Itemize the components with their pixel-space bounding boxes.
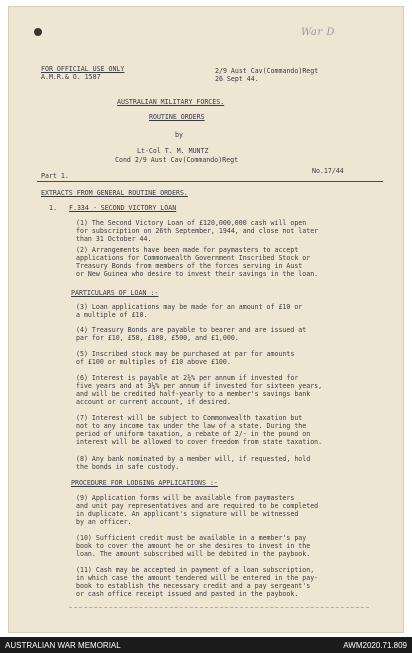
paragraph-line: (7) Interest will be subject to Commonwealth taxation but (76, 414, 303, 422)
paragraph-6 (76, 374, 376, 406)
paragraph-line: and unit pay representatives and are required to be completed (76, 502, 319, 510)
paragraph-line: for subscription on 26th September, 1944, and close not later (76, 227, 319, 235)
paragraph-line: a multiple of £10. (76, 311, 148, 319)
paragraph-line: five years and at 3¼% per annum if invested for sixteen years, (76, 382, 323, 390)
footer-institution: AUSTRALIAN WAR MEMORIAL (5, 640, 121, 650)
paragraph-line: loan. The amount subscribed will be debited in the paybook. (76, 550, 311, 558)
paragraph-10 (76, 534, 376, 558)
paragraph-line: or cash office receipt issued and pasted in the paybook. (76, 590, 299, 598)
item-number: 1. (49, 204, 57, 212)
commander-unit: Cond 2/9 Aust Cav(Commando)Regt (115, 156, 239, 164)
part-label: Part 1. (41, 172, 69, 180)
paragraph-5 (76, 350, 376, 366)
paragraph-8 (76, 455, 376, 471)
footer-accession-number: AWM2020.71.809 (343, 640, 407, 650)
paragraph-line: interest will be allowed to cover freedom from state taxation. (76, 438, 323, 446)
paragraph-line: (1) The Second Victory Loan of £120,000,000 cash will open (76, 219, 307, 227)
paragraph-line: par for £10, £50, £100, £500, and £1,000. (76, 334, 239, 342)
paragraph-3 (76, 303, 376, 319)
paragraph-line: (3) Loan applications may be made for an amount of £10 or (76, 303, 303, 311)
commander-name: Lt-Col T. M. MUNTZ (137, 147, 209, 155)
paragraph-line: (2) Arrangements have been made for paymasters to accept (76, 246, 299, 254)
paragraph-line: than 31 October 44. (76, 235, 152, 243)
by-label: by (175, 131, 183, 139)
cut-off-text-line (69, 607, 369, 608)
paragraph-line: Treasury Bonds from members of the forces serving in Aust (76, 262, 303, 270)
paragraph-line: (6) Interest is payable at 2¾% per annum if invested for (76, 374, 299, 382)
paragraph-line: (9) Application forms will be available from paymasters (76, 494, 295, 502)
handwritten-note: War D (301, 27, 335, 38)
classification-label: FOR OFFICIAL USE ONLY (41, 65, 125, 73)
paragraph-line: the bonds in safe custody. (76, 463, 180, 471)
paragraph-line: (10) Sufficient credit must be available in a member's pay (76, 534, 307, 542)
paragraph-line: (5) Inscribed stock may be purchased at par for amounts (76, 350, 295, 358)
punch-hole (34, 28, 42, 36)
paragraph-line: (11) Cash may be accepted in payment of a loan subscription, (76, 566, 315, 574)
paragraph-line: and will be credited half-yearly to a member's savings bank (76, 390, 311, 398)
reference-number: A.M.R.& O. 1587 (41, 73, 101, 81)
divider-rule (37, 181, 383, 182)
paragraph-9 (76, 494, 376, 526)
order-number: No.17/44 (312, 167, 344, 175)
paragraph-7 (76, 414, 376, 446)
paragraph-line: applications for Commonwealth Government Inscribed Stock or (76, 254, 311, 262)
section-heading: EXTRACTS FROM GENERAL ROUTINE ORDERS. (41, 189, 188, 197)
procedure-heading: PROCEDURE FOR LODGING APPLICATIONS :- (71, 479, 218, 487)
paragraph-4 (76, 326, 376, 342)
paragraph-line: of £100 or multiples of £10 above £100. (76, 358, 231, 366)
paragraph-line: not to any income tax under the law of a state. During the (76, 422, 307, 430)
paragraph-line: in which case the amount tendered will be entered in the pay- (76, 574, 319, 582)
paragraph-line: book to establish the necessary credit and a pay sergeant's (76, 582, 311, 590)
document-page (8, 6, 404, 633)
particulars-heading: PARTICULARS OF LOAN :- (71, 289, 159, 297)
paragraph-line: (4) Treasury Bonds are payable to bearer and are issued at (76, 326, 307, 334)
document-title: ROUTINE ORDERS (149, 113, 205, 121)
paragraph-line: or New Guinea who desire to invest their savings in the loan. (76, 270, 319, 278)
paragraph-1 (76, 219, 376, 243)
issue-date: 26 Sept 44. (215, 75, 259, 83)
footer-bar (0, 637, 412, 653)
unit-name: 2/9 Aust Cav(Commando)Regt (215, 67, 319, 75)
document-heading: AUSTRALIAN MILITARY FORCES. (117, 98, 225, 106)
paragraph-line: account or current account, if desired. (76, 398, 231, 406)
paragraph-11 (76, 566, 376, 598)
item-title: F.334 - SECOND VICTORY LOAN (69, 204, 177, 212)
paragraph-line: (8) Any bank nominated by a member will, if requested, hold (76, 455, 311, 463)
paragraph-line: in duplicate. An applicant's signature will be witnessed (76, 510, 299, 518)
paragraph-line: by an officer. (76, 518, 132, 526)
paragraph-line: period of uniform taxation, a rebate of 2/- in the pound on (76, 430, 311, 438)
paragraph-2 (76, 246, 376, 278)
paragraph-line: book to cover the amount he or she desires to invest in the (76, 542, 311, 550)
